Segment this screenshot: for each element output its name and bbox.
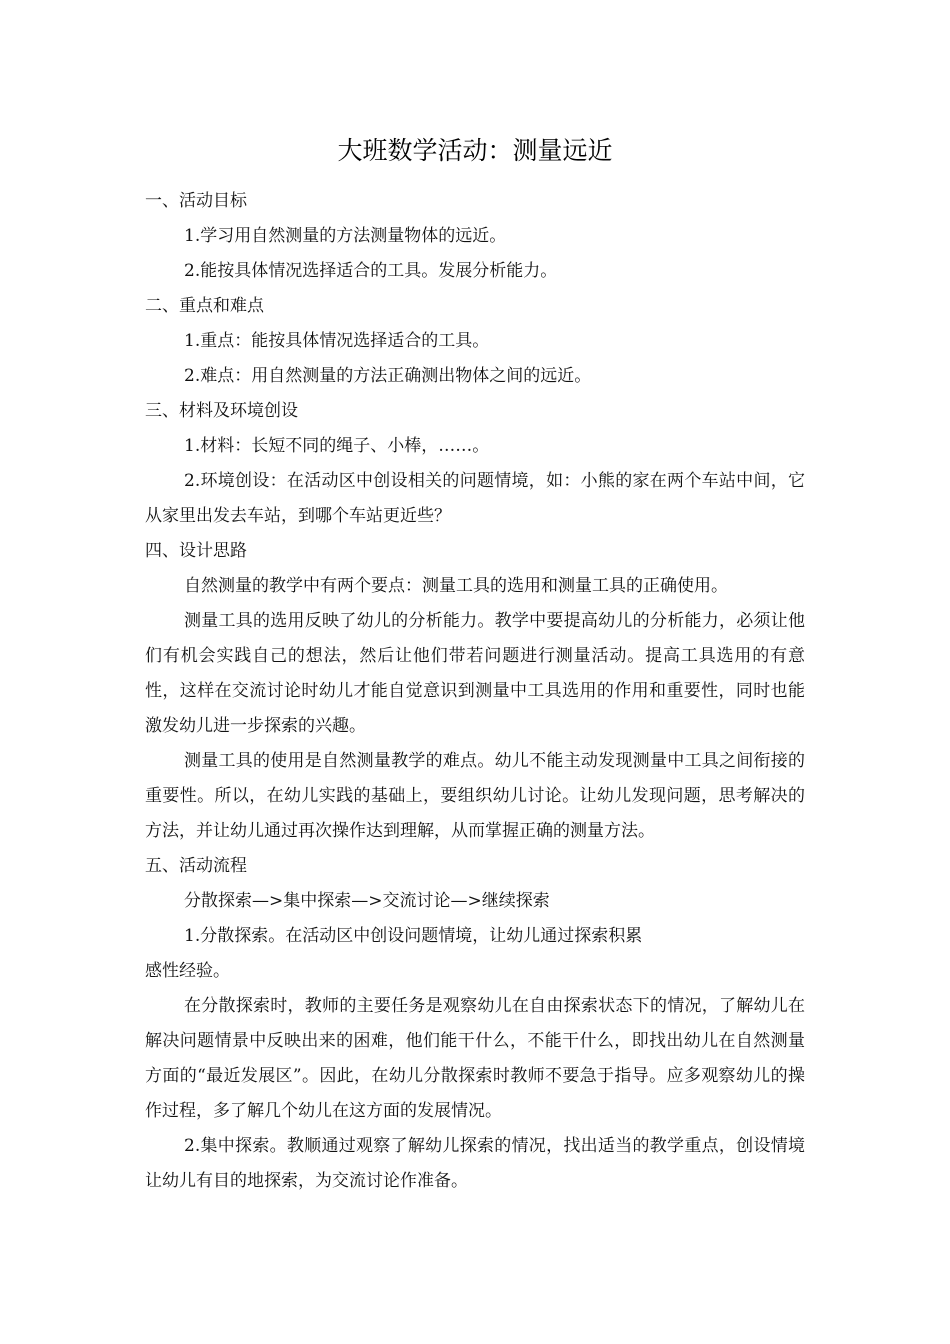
section-heading-materials: 三、材料及环境创设	[145, 401, 298, 421]
process-flow: 分散探索—>集中探索—>交流讨论—>继续探索	[184, 891, 550, 911]
process-step-2: 2.集中探索。教顺通过观察了解幼儿探索的情况，找出适当的教学重点，创设情境让幼儿有目的地探索，为交流讨论作准备。	[145, 1136, 805, 1191]
process-step-1-continued: 感性经验。	[145, 961, 230, 981]
key-point-item: 1.重点：能按具体情况选择适合的工具。	[184, 331, 490, 351]
section-heading-process: 五、活动流程	[145, 856, 247, 876]
materials-item: 1.材料：长短不同的绳子、小棒，……。	[184, 436, 490, 456]
section-heading-goals: 一、活动目标	[145, 191, 247, 211]
section-heading-key-points: 二、重点和难点	[145, 296, 264, 316]
goal-item: 2.能按具体情况选择适合的工具。发展分析能力。	[184, 261, 558, 281]
design-paragraph: 测量工具的选用反映了幼儿的分析能力。教学中要提高幼儿的分析能力，必须让他们有机会实践自己的想法，然后让他们带若问题进行测量活动。提高工具选用的有意性，这样在交流讨论时幼儿才能自觉意识到测量中工具选用的作用和重要性，同时也能激发幼儿进一步探索的兴趣。	[145, 611, 805, 736]
goal-item: 1.学习用自然测量的方法测量物体的远近。	[184, 226, 507, 246]
section-heading-design: 四、设计思路	[145, 541, 247, 561]
document-body	[145, 184, 805, 1199]
process-step-1: 1.分散探索。在活动区中创设问题情境，让幼儿通过探索积累	[184, 926, 643, 946]
design-paragraph: 测量工具的使用是自然测量教学的难点。幼儿不能主动发现测量中工具之间衔接的重要性。所以，在幼儿实践的基础上，要组织幼儿讨论。让幼儿发现问题，思考解决的方法，并让幼儿通过再次操作达到理解，从而掌握正确的测量方法。	[145, 751, 805, 841]
design-paragraph: 自然测量的教学中有两个要点：测量工具的选用和测量工具的正确使用。	[184, 576, 728, 596]
environment-item: 2.环境创设：在活动区中创设相关的问题情境，如：小熊的家在两个车站中间，它从家里出发去车站，到哪个车站更近些？	[145, 471, 805, 526]
key-point-item: 2.难点：用自然测量的方法正确测出物体之间的远近。	[184, 366, 592, 386]
process-step-1-detail: 在分散探索时，教师的主要任务是观察幼儿在自由探索状态下的情况，了解幼儿在解决问题情景中反映出来的困难，他们能干什么，不能干什么，即找出幼儿在自然测量方面的“最近发展区”。因此，在幼儿分散探索时教师不要急于指导。应多观察幼儿的操作过程，多了解几个幼儿在这方面的发展情况。	[145, 996, 805, 1121]
document-title: 大班数学活动：测量远近	[337, 136, 613, 165]
